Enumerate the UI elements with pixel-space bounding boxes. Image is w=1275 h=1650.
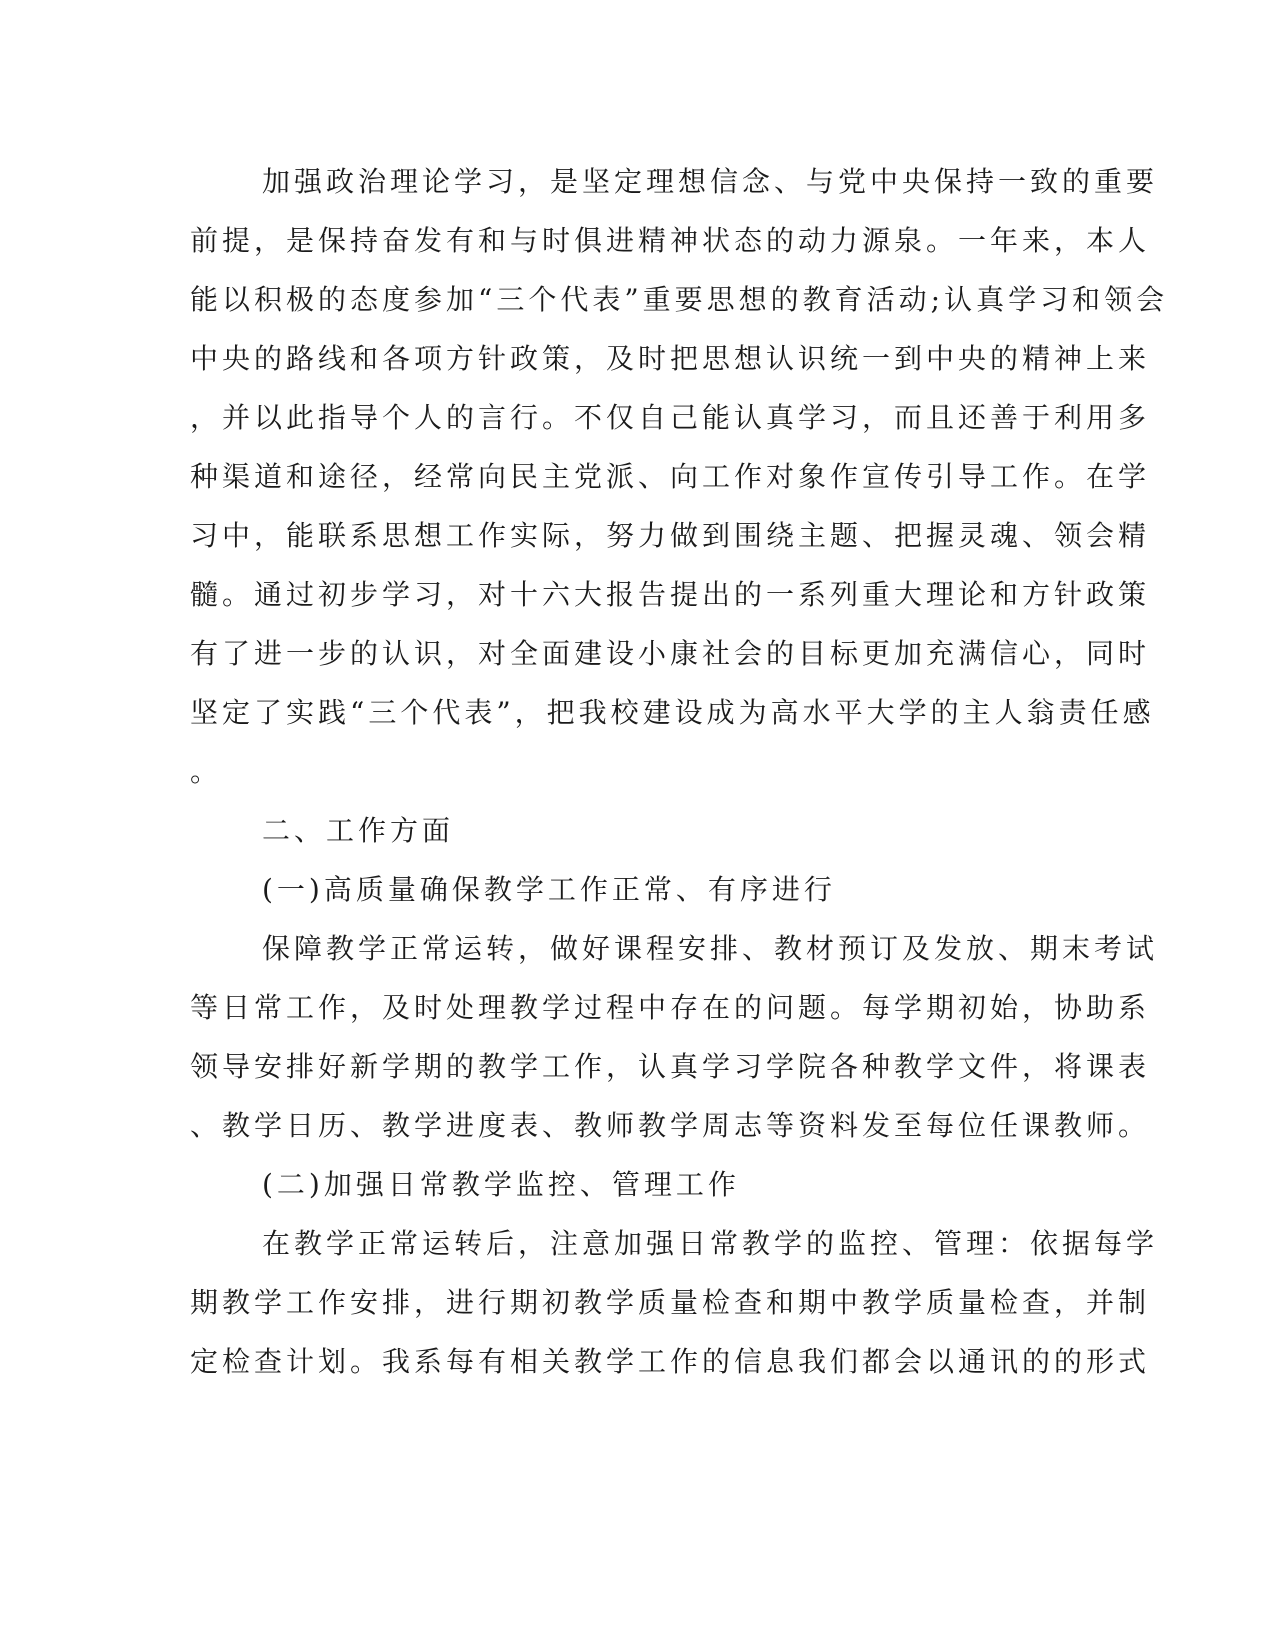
- text-line: 种渠道和途径，经常向民主党派、向工作对象作宣传引导工作。在学: [190, 460, 1151, 493]
- text-line: ，并以此指导个人的言行。不仅自己能认真学习，而且还善于利用多: [190, 401, 1151, 434]
- text-line: 期教学工作安排，进行期初教学质量检查和期中教学质量检查，并制: [190, 1286, 1151, 1319]
- text-line: 习中，能联系思想工作实际，努力做到围绕主题、把握灵魂、领会精: [190, 519, 1151, 552]
- text-line: 。: [190, 755, 223, 788]
- section-heading: 二、工作方面: [262, 814, 455, 847]
- text-line: 、教学日历、教学进度表、教师教学周志等资料发至每位任课教师。: [190, 1109, 1151, 1142]
- text-line: 等日常工作，及时处理教学过程中存在的问题。每学期初始，协助系: [190, 991, 1151, 1024]
- subsection-heading: (一)高质量确保教学工作正常、有序进行: [262, 873, 836, 906]
- text-line: 有了进一步的认识，对全面建设小康社会的目标更加充满信心，同时: [190, 637, 1151, 670]
- text-line: 定检查计划。我系每有相关教学工作的信息我们都会以通讯的的形式: [190, 1345, 1151, 1378]
- subsection-heading: (二)加强日常教学监控、管理工作: [262, 1168, 740, 1201]
- text-line: 领导安排好新学期的教学工作，认真学习学院各种教学文件，将课表: [190, 1050, 1151, 1083]
- text-line: 在教学正常运转后，注意加强日常教学的监控、管理：依据每学: [262, 1227, 1159, 1260]
- text-line: 髓。通过初步学习，对十六大报告提出的一系列重大理论和方针政策: [190, 578, 1151, 611]
- text-line: 中央的路线和各项方针政策，及时把思想认识统一到中央的精神上来: [190, 342, 1151, 375]
- text-line: 前提，是保持奋发有和与时俱进精神状态的动力源泉。一年来，本人: [190, 224, 1151, 257]
- text-line: 能以积极的态度参加“三个代表”重要思想的教育活动;认真学习和领会: [190, 283, 1169, 316]
- text-line: 坚定了实践“三个代表”，把我校建设成为高水平大学的主人翁责任感: [190, 696, 1155, 729]
- text-line: 保障教学正常运转，做好课程安排、教材预订及发放、期末考试: [262, 932, 1159, 965]
- text-line: 加强政治理论学习，是坚定理想信念、与党中央保持一致的重要: [262, 165, 1159, 198]
